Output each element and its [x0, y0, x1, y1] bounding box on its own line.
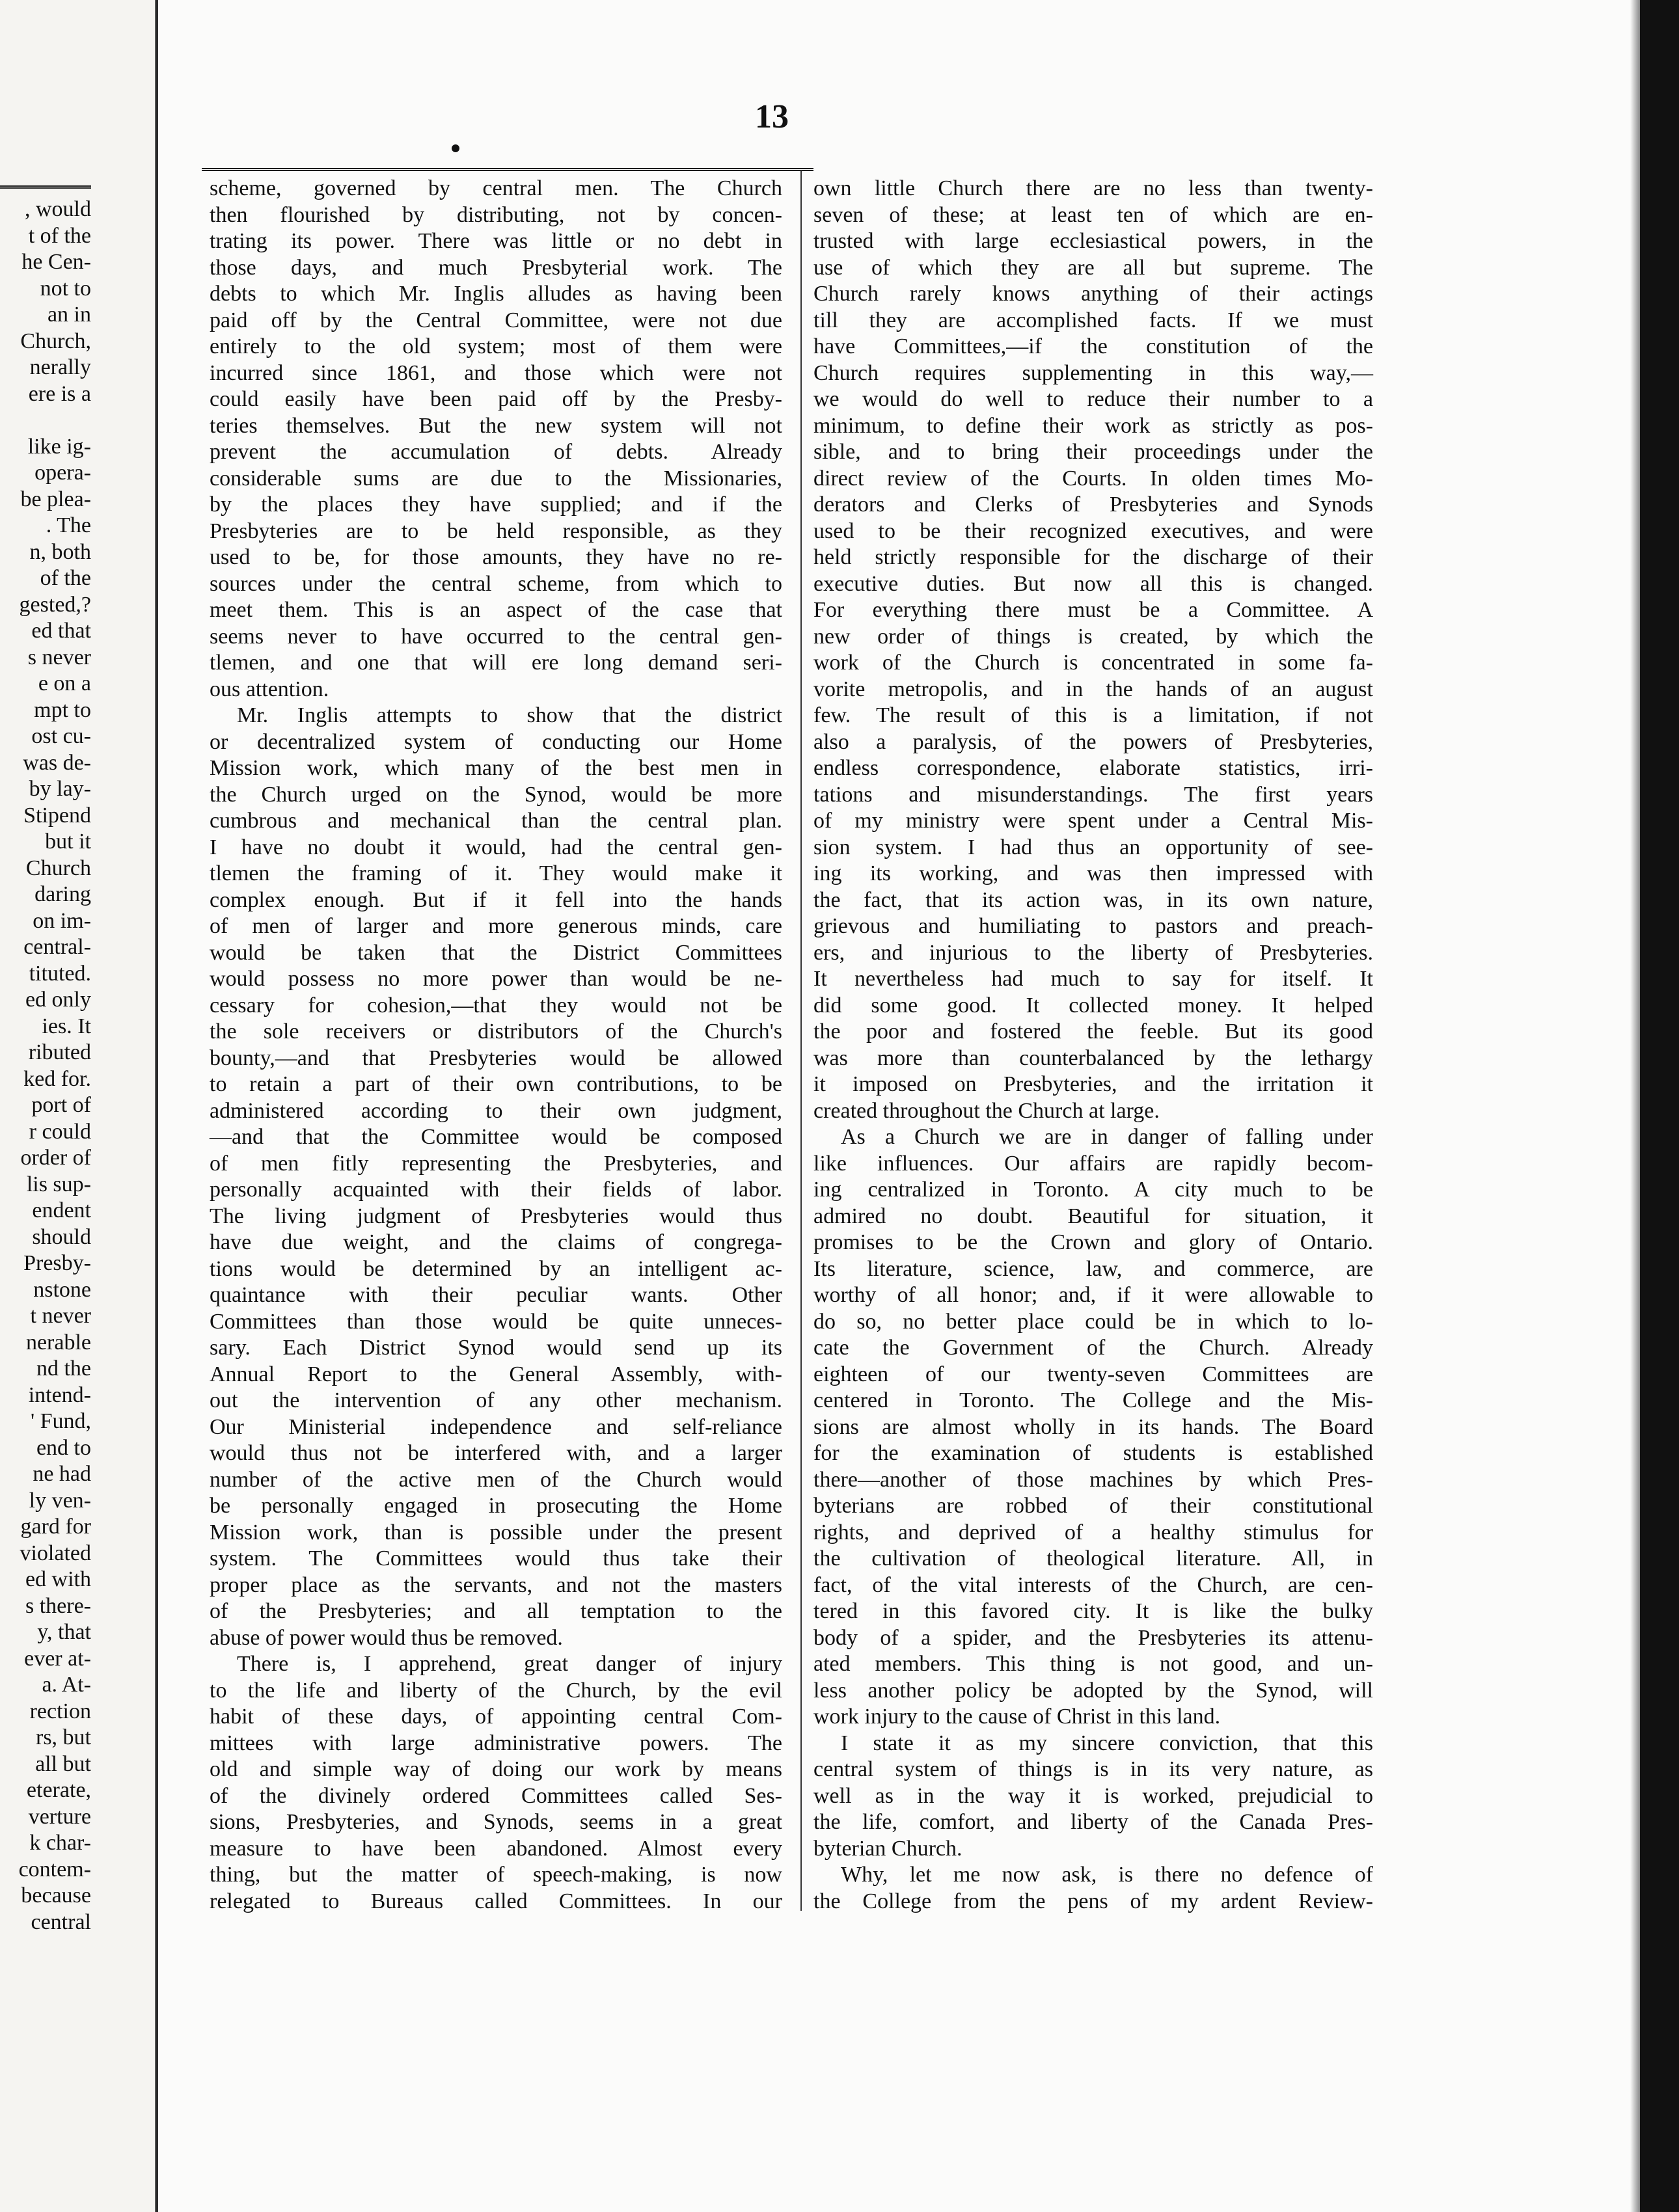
text-line: For everything there must be a Committee. A [813, 598, 1373, 622]
text-line: proper place as the servants, and not the masters [210, 1572, 782, 1597]
text-line: ated members. This thing is not good, and un- [813, 1652, 1373, 1676]
text-line [7, 407, 91, 434]
text-line: debts to which Mr. Inglis alludes as having been [210, 282, 782, 306]
text-line: s there- [25, 1593, 91, 1618]
text-line: ies. It [42, 1014, 91, 1038]
text-line: grievous and humiliating to pastors and preach- [813, 914, 1373, 938]
text-line: central- [23, 935, 91, 959]
text-column-left [210, 176, 782, 1915]
header-rule [202, 168, 813, 171]
text-line: new order of things is created, by which the [813, 624, 1373, 649]
text-line: nerable [25, 1330, 91, 1355]
scan-border [1640, 0, 1679, 2212]
text-line: nstone [33, 1277, 91, 1302]
text-line: few. The result of this is a limitation, if not [813, 703, 1373, 727]
text-line: abuse of power would thus be removed. [210, 1625, 563, 1650]
text-line: incurred since 1861, and those which were not [210, 360, 782, 385]
text-line: we would do well to reduce their number to a [813, 387, 1373, 411]
text-line: would be taken that the District Committees [210, 940, 782, 965]
text-line: centered in Toronto. The College and the Mis- [813, 1388, 1373, 1412]
text-line: ers, and injurious to the liberty of Presbyteries. [813, 940, 1373, 965]
text-line: rights, and deprived of a healthy stimulus for [813, 1520, 1373, 1544]
text-line: port of [31, 1093, 91, 1117]
text-line: eterate, [26, 1778, 91, 1802]
text-line: less another policy be adopted by the Synod, will [813, 1678, 1373, 1703]
text-line: Mr. Inglis attempts to show that the district [237, 703, 782, 727]
text-line: As a Church we are in danger of falling under [841, 1125, 1373, 1149]
text-line: for the examination of students is established [813, 1441, 1373, 1465]
text-line: byterians are robbed of their constitutional [813, 1494, 1373, 1518]
text-line: personally acquainted with their fields of labor. [210, 1178, 782, 1202]
text-line: should [32, 1224, 91, 1249]
text-line: to retain a part of their own contributions, to be [210, 1072, 782, 1096]
text-line: prevent the accumulation of debts. Already [210, 440, 782, 464]
text-line: gested,? [19, 592, 91, 617]
text-line: central [31, 1909, 91, 1934]
text-line: of the divinely ordered Committees called Ses- [210, 1783, 782, 1808]
text-line: violated [20, 1541, 91, 1565]
text-line: have due weight, and the claims of congrega- [210, 1230, 782, 1254]
text-line: of men of larger and more generous minds, care [210, 914, 782, 938]
text-line: have Committees,—if the constitution of the [813, 334, 1373, 358]
text-line: central system of things is in its very nature, as [813, 1757, 1373, 1781]
text-line: sible, and to bring their proceedings under the [813, 440, 1373, 464]
text-line: k char- [29, 1831, 91, 1855]
text-line: was more than counterbalanced by the lethargy [813, 1045, 1373, 1070]
text-line: sary. Each District Synod would send up its [210, 1336, 782, 1360]
page-number: 13 [755, 98, 789, 135]
text-line: could easily have been paid off by the Presby- [210, 387, 782, 411]
text-line: of men fitly representing the Presbyteries, and [210, 1151, 782, 1176]
text-line: ly ven- [29, 1488, 91, 1513]
text-line: verture [28, 1804, 91, 1829]
text-line: ributed [28, 1040, 91, 1064]
text-line: relegated to Bureaus called Committees. In our [210, 1889, 782, 1913]
text-line: but it [45, 830, 91, 854]
text-line: eighteen of our twenty-seven Committees are [813, 1362, 1373, 1386]
text-line: cate the Government of the Church. Already [813, 1336, 1373, 1360]
text-line: nd the [36, 1356, 91, 1381]
text-line: ked for. [23, 1066, 91, 1091]
text-line: , would [25, 197, 91, 221]
text-line: tituted. [29, 961, 91, 986]
text-line: Our Ministerial independence and self-reliance [210, 1414, 782, 1439]
text-line: system. The Committees would thus take their [210, 1546, 782, 1571]
text-line: the life, comfort, and liberty of the Canada Pres- [813, 1810, 1373, 1834]
text-line: mittees with large administrative powers. The [210, 1731, 782, 1755]
text-line: There is, I apprehend, great danger of injury [237, 1652, 782, 1676]
text-line: did some good. It collected money. It helped [813, 993, 1373, 1018]
text-line: tered in this favored city. It is like the bulky [813, 1599, 1373, 1623]
text-line: ing centralized in Toronto. A city much to be [813, 1178, 1373, 1202]
text-line: used to be their recognized executives, and were [813, 519, 1373, 543]
text-line: contem- [18, 1857, 91, 1882]
text-line: trating its power. There was little or no debt in [210, 229, 782, 253]
text-line: Annual Report to the General Assembly, with- [210, 1362, 782, 1386]
text-line: like ig- [27, 434, 91, 459]
text-line: because [21, 1883, 91, 1908]
text-line: The living judgment of Presbyteries would thus [210, 1204, 782, 1228]
text-line: the fact, that its action was, in its own nature, [813, 887, 1373, 912]
text-line: was de- [23, 750, 91, 775]
text-line: sions are almost wholly in its hands. The Board [813, 1414, 1373, 1439]
text-line: work injury to the cause of Christ in this land. [813, 1705, 1221, 1729]
text-line: promises to be the Crown and glory of Ontario. [813, 1230, 1373, 1254]
text-line: admired no doubt. Beautiful for situation, it [813, 1204, 1373, 1228]
text-line: the College from the pens of my ardent Review- [813, 1889, 1373, 1913]
text-line: well as in the way it is worked, prejudicial to [813, 1783, 1373, 1808]
text-line: Its literature, science, law, and commerce, are [813, 1256, 1373, 1281]
text-line: used to be, for those amounts, they have no re- [210, 545, 782, 569]
text-line: Stipend [23, 803, 91, 828]
text-line: t of the [28, 223, 91, 248]
text-line: ne had [33, 1462, 91, 1486]
text-line: of the [40, 566, 91, 590]
text-line: would thus not be interfered with, and a larger [210, 1441, 782, 1465]
text-line: to the life and liberty of the Church, by the evil [210, 1678, 782, 1703]
text-line: ' Fund, [30, 1409, 91, 1433]
text-line: quaintance with their peculiar wants. Other [210, 1283, 782, 1307]
text-line: ous attention. [210, 677, 329, 701]
text-line: measure to have been abandoned. Almost every [210, 1836, 782, 1861]
text-line: It nevertheless had much to say for itself. It [813, 967, 1373, 991]
text-line: gard for [20, 1515, 91, 1539]
text-line: or decentralized system of conducting our Home [210, 729, 782, 754]
text-line: the Church urged on the Synod, would be more [210, 782, 782, 807]
text-line: be plea- [20, 487, 91, 511]
text-line: complex enough. But if it fell into the hands [210, 887, 782, 912]
text-line: be personally engaged in prosecuting the Home [210, 1494, 782, 1518]
text-line: of my ministry were spent under a Central Mis- [813, 809, 1373, 833]
text-line: considerable sums are due to the Missionaries, [210, 466, 782, 491]
text-line: tations and misunderstandings. The first years [813, 782, 1373, 807]
text-line: by lay- [29, 777, 91, 801]
text-line: all but [35, 1751, 91, 1776]
text-line: daring [34, 882, 91, 906]
text-line: y, that [37, 1620, 91, 1644]
text-line: e on a [38, 671, 91, 695]
text-line: worthy of all honor; and, if it were allowable to [813, 1283, 1373, 1307]
text-line: —and that the Committee would be composed [210, 1125, 782, 1149]
text-line: work of the Church is concentrated in some fa- [813, 651, 1373, 675]
facing-page-fragment [0, 0, 158, 2212]
text-line: there—another of those machines by which Pres- [813, 1467, 1373, 1492]
text-line: the poor and fostered the feeble. But its good [813, 1019, 1373, 1044]
text-line: by the places they have supplied; and if the [210, 492, 782, 517]
text-line: cumbrous and mechanical than the central plan. [210, 809, 782, 833]
text-line: n, both [29, 539, 91, 564]
text-line: ed that [31, 619, 91, 643]
text-line: ever at- [24, 1646, 91, 1671]
text-line: Mission work, than is possible under the present [210, 1520, 782, 1544]
book-gutter [155, 0, 158, 2212]
text-line: on im- [33, 908, 91, 933]
text-line: t never [30, 1304, 91, 1328]
text-line: then flourished by distributing, not by concen- [210, 202, 782, 227]
text-line: ing its working, and was then impressed with [813, 861, 1373, 885]
text-line: lis sup- [26, 1172, 91, 1196]
text-line: sion system. I had thus an opportunity of see- [813, 835, 1373, 859]
text-line: rs, but [36, 1725, 91, 1749]
text-line: administered according to their own judgment, [210, 1098, 782, 1123]
text-line: end to [36, 1435, 91, 1460]
text-line: a. At- [42, 1673, 91, 1697]
text-line: the cultivation of theological literature. All, in [813, 1546, 1373, 1571]
text-line: nerally [29, 355, 91, 379]
text-line: ost cu- [31, 724, 91, 748]
text-line: Committees than those would be quite unneces- [210, 1309, 782, 1334]
text-line: teries themselves. But the new system will not [210, 413, 782, 438]
text-line: of the Presbyteries; and all temptation to the [210, 1599, 782, 1623]
text-line: direct review of the Courts. In olden times Mo- [813, 466, 1373, 491]
text-line: tions would be determined by an intelligent ac- [210, 1256, 782, 1281]
text-line: byterian Church. [813, 1836, 962, 1861]
text-line: mpt to [34, 697, 91, 722]
text-line: Church rarely knows anything of their actings [813, 282, 1373, 306]
text-line: fact, of the vital interests of the Church, are cen- [813, 1572, 1373, 1597]
text-line: ed with [25, 1567, 91, 1591]
text-line: those days, and much Presbyterial work. The [210, 255, 782, 280]
text-line: . The [46, 513, 91, 537]
text-line: own little Church there are no less than twenty- [813, 176, 1373, 200]
text-line: endent [32, 1198, 91, 1222]
text-line: Church requires supplementing in this way,— [813, 360, 1373, 385]
text-line: till they are accomplished facts. If we must [813, 308, 1373, 332]
text-line: opera- [34, 461, 91, 485]
text-line: scheme, governed by central men. The Church [210, 176, 782, 200]
text-line: also a paralysis, of the powers of Presbyteries, [813, 729, 1373, 754]
text-line: endless correspondence, elaborate statistics, irri- [813, 756, 1373, 780]
text-line: I have no doubt it would, had the central gen- [210, 835, 782, 859]
text-line: meet them. This is an aspect of the case that [210, 598, 782, 622]
text-line: Church [25, 856, 91, 880]
text-line: vorite metropolis, and in the hands of an august [813, 677, 1373, 701]
text-line: body of a spider, and the Presbyteries its attenu- [813, 1625, 1373, 1650]
text-line: rection [29, 1699, 91, 1723]
text-line: sources under the central scheme, from which to [210, 571, 782, 596]
text-line: r could [29, 1119, 91, 1144]
text-line: do so, no better place could be in which to lo- [813, 1309, 1373, 1334]
text-line: minimum, to define their work as strictly as pos- [813, 413, 1373, 438]
text-line: s never [27, 645, 91, 669]
text-line: tlemen the framing of it. They would make it [210, 861, 782, 885]
text-line: paid off by the Central Committee, were not due [210, 308, 782, 332]
text-line: like influences. Our affairs are rapidly becom- [813, 1151, 1373, 1176]
text-line: held strictly responsible for the discharge of their [813, 545, 1373, 569]
text-line: intend- [28, 1382, 91, 1407]
text-line: thing, but the matter of speech-making, is now [210, 1863, 782, 1887]
text-line: I state it as my sincere conviction, that this [841, 1731, 1373, 1755]
print-dot [452, 144, 459, 152]
text-line: he Cen- [21, 250, 91, 274]
text-line: ere is a [28, 381, 91, 406]
text-line: Mission work, which many of the best men in [210, 756, 782, 780]
text-line: Presby- [23, 1251, 91, 1275]
text-line: use of which they are all but supreme. The [813, 255, 1373, 280]
text-column-right [813, 176, 1373, 1915]
text-line: executive duties. But now all this is changed. [813, 571, 1373, 596]
text-line: an in [47, 303, 91, 327]
facing-page-rule [0, 185, 91, 189]
text-line: Presbyteries are to be held responsible, as they [210, 519, 782, 543]
text-line: the sole receivers or distributors of the Church's [210, 1019, 782, 1044]
text-line: order of [20, 1146, 91, 1170]
text-line: number of the active men of the Church would [210, 1467, 782, 1492]
text-line: Church, [20, 329, 91, 353]
text-line: not to [40, 276, 91, 301]
text-line: cessary for cohesion,—that they would not be [210, 993, 782, 1018]
text-line: trusted with large ecclesiastical powers, in the [813, 229, 1373, 253]
text-line: out the intervention of any other mechanism. [210, 1388, 782, 1412]
text-line: it imposed on Presbyteries, and the irritation it [813, 1072, 1373, 1096]
text-line: old and simple way of doing our work by means [210, 1757, 782, 1781]
text-line: seven of these; at least ten of which are en- [813, 202, 1373, 227]
text-line: sions, Presbyteries, and Synods, seems in a great [210, 1810, 782, 1834]
text-line: bounty,—and that Presbyteries would be allowed [210, 1045, 782, 1070]
text-line: derators and Clerks of Presbyteries and Synods [813, 492, 1373, 517]
text-line: entirely to the old system; most of them were [210, 334, 782, 358]
text-line: tlemen, and one that will ere long demand seri- [210, 651, 782, 675]
text-line: ed only [25, 988, 91, 1012]
text-line: habit of these days, of appointing central Com- [210, 1705, 782, 1729]
text-line: would possess no more power than would be ne- [210, 967, 782, 991]
text-line: Why, let me now ask, is there no defence of [841, 1863, 1373, 1887]
text-line: created throughout the Church at large. [813, 1098, 1160, 1123]
column-divider [800, 170, 802, 1911]
page-edge [1630, 0, 1640, 2212]
facing-page-text [7, 196, 91, 1936]
text-line: seems never to have occurred to the central gen- [210, 624, 782, 649]
